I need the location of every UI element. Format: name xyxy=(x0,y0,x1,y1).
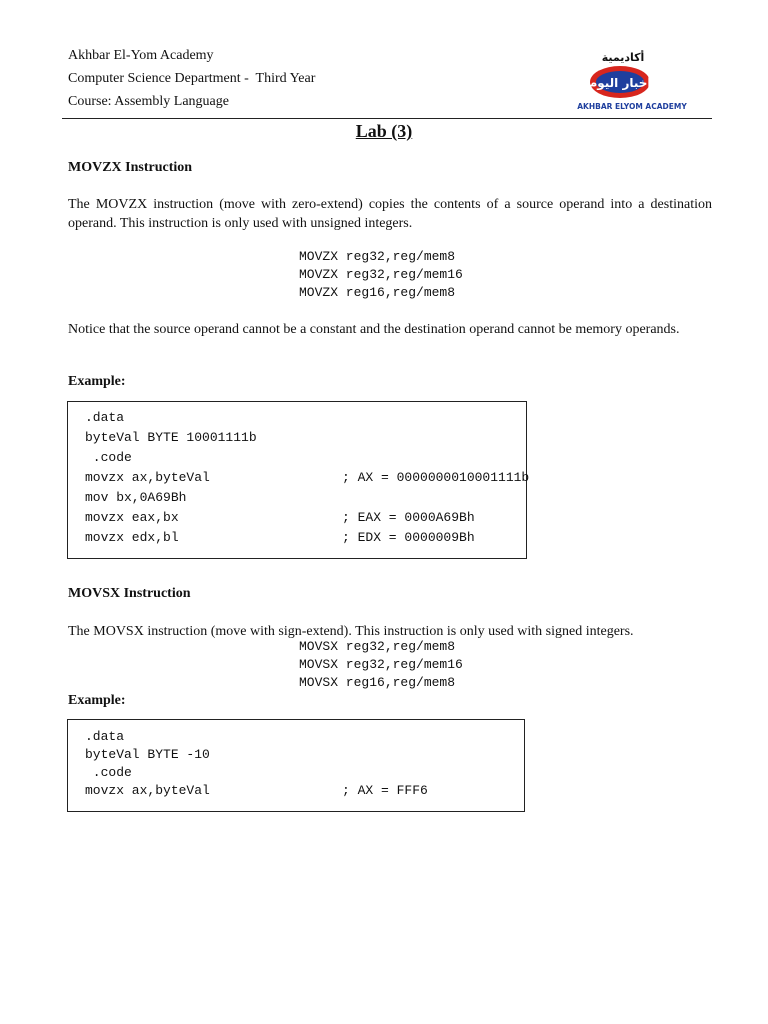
document-header xyxy=(68,44,315,113)
code-text: movzx ax,byteVal xyxy=(85,470,210,485)
code-comment: ; AX = FFF6 xyxy=(342,783,428,798)
code-text: .data xyxy=(85,729,125,744)
department-line: Computer Science Department - Third Year xyxy=(68,71,316,86)
movzx-syntax xyxy=(299,248,463,302)
code-text: movzx eax,bx xyxy=(85,510,179,525)
code-line xyxy=(68,468,530,488)
code-comment: ; EDX = 0000009Bh xyxy=(342,530,475,545)
course-line: Course: Assembly Language xyxy=(68,94,229,109)
logo-english: AKHBAR ELYOM ACADEMY xyxy=(577,102,687,111)
syntax-line: MOVSX reg16,reg/mem8 xyxy=(299,675,456,690)
movzx-intro: The MOVZX instruction (move with zero-extend) copies the contents of a source operand into a destination operand. This instruction is only used with unsigned integers. xyxy=(68,197,712,231)
code-text: byteVal BYTE 10001111b xyxy=(85,430,257,445)
syntax-line: MOVSX reg32,reg/mem8 xyxy=(299,639,456,654)
code-line xyxy=(68,528,526,548)
code-line xyxy=(68,764,524,782)
code-line xyxy=(68,508,526,528)
movsx-example-label: Example: xyxy=(68,693,126,708)
logo-arabic-top: أكاديمية xyxy=(601,51,645,64)
code-line xyxy=(68,428,526,448)
movsx-intro: The MOVSX instruction (move with sign-extend). This instruction is only used with signed integers. xyxy=(68,624,634,639)
code-text: movzx ax,byteVal xyxy=(85,783,210,798)
code-text: .data xyxy=(85,410,125,425)
academy-name: Akhbar El-Yom Academy xyxy=(68,48,214,63)
movsx-syntax xyxy=(299,638,463,692)
syntax-line: MOVZX reg32,reg/mem16 xyxy=(299,267,463,282)
code-text: byteVal BYTE -10 xyxy=(85,747,210,762)
code-text: movzx edx,bl xyxy=(85,530,179,545)
code-line xyxy=(68,408,526,428)
syntax-line: MOVZX reg32,reg/mem8 xyxy=(299,249,456,264)
movzx-example-label: Example: xyxy=(68,374,126,389)
code-comment: ; EAX = 0000A69Bh xyxy=(342,510,475,525)
page-title xyxy=(0,121,768,142)
code-comment: ; AX = 0000000010001111b xyxy=(342,470,530,485)
code-text: mov bx,0A69Bh xyxy=(85,490,187,505)
academy-logo xyxy=(577,48,687,114)
syntax-line: MOVSX reg32,reg/mem16 xyxy=(299,657,463,672)
movzx-notice: Notice that the source operand cannot be a constant and the destination operand cannot be memory operands. xyxy=(68,322,680,337)
page-title-text: Lab (3) xyxy=(355,121,413,141)
code-text: .code xyxy=(85,450,132,465)
code-text: .code xyxy=(85,765,132,780)
logo-arabic-main: أخبار اليوم xyxy=(588,76,652,90)
syntax-line: MOVZX reg16,reg/mem8 xyxy=(299,285,456,300)
code-line xyxy=(68,728,524,746)
movzx-heading: MOVZX Instruction xyxy=(68,160,193,175)
code-line xyxy=(68,448,526,468)
movzx-code-block xyxy=(67,401,530,559)
movsx-code-block xyxy=(67,719,525,812)
code-line xyxy=(68,782,524,800)
code-line xyxy=(68,488,526,508)
header-divider xyxy=(62,118,712,119)
movsx-heading: MOVSX Instruction xyxy=(68,586,191,601)
code-line xyxy=(68,746,524,764)
